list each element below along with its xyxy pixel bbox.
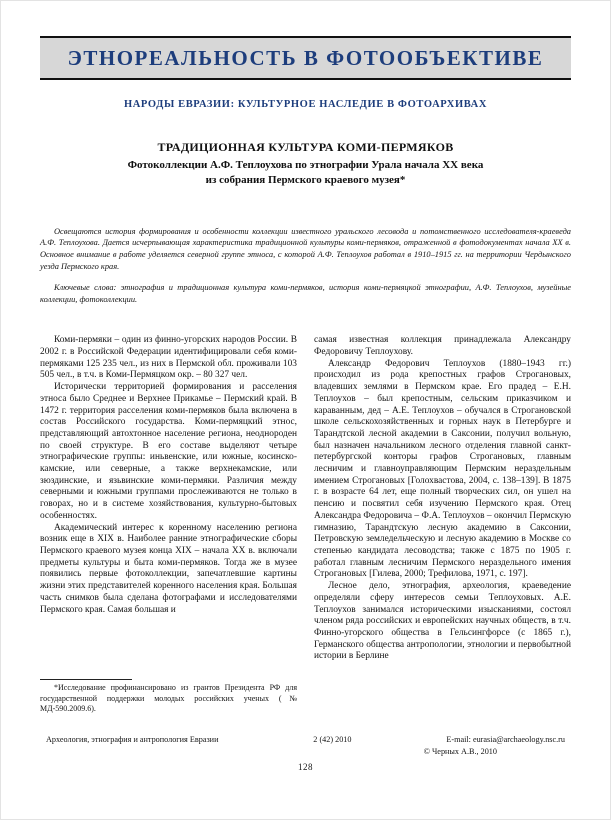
right-column	[314, 335, 571, 663]
paragraph: Академический интерес к коренному населению региона возник еще в XIX в. Наиболее ранние этнографические сборы Пермского краевого музея конца XIX – начала XX в. включали предметы культуры и быта коми-пермяков. Тогда же в музее появились первые фотоколлекции, запечатлевшие картины жизни этих представителей коренного населения края. Большая часть снимков была сделана фотографами и исследователями Пермского края. Самая большая и	[40, 522, 297, 615]
article-subtitle	[40, 158, 571, 188]
footer-issue: 2 (42) 2010	[313, 734, 352, 744]
footer-journal: Археология, этнография и антропология Евразии	[46, 734, 219, 744]
left-column	[40, 335, 297, 663]
article-title-block	[40, 140, 571, 188]
paragraph: самая известная коллекция принадлежала Александру Федоровичу Теплоухову.	[314, 335, 571, 358]
paragraph: Александр Федорович Теплоухов (1880–1943 гг.) происходил из рода крепостных графов Строгановых, владевших землями в Пермском крае. Его прадед – Е.Н. Теплоухов – был крепостным, сельским приказчиком и караванным, дед – А.Е. Теплоухов – обучался в Строгановской школе сельскохозяйственных и горных наук в Петербурге и Тарандтской лесной академии в Саксонии, получил вольную, был назначен начальником лесного отделения главной санкт-петербургской конторы графов Строгановых, главным лесничим и главноуправляющим Пермским нераздельным имением Строгановых [Голохвастова, 2004, с. 138–139]. В 1875 г. в возрасте 64 лет, еще полный творческих сил, он ушел на пенсию и посвятил себя изучению Пермского края. Отец Александра Федоровича – Ф.А. Теплоухов – окончил Пермскую гимназию, Тарандтскую лесную академию в Саксонии, Петровскую земледельческую и лесную академию в Москве со степенью кандидата лесоводства; также с 1875 по 1905 г. работал главным лесничим Пермского нераздельного имения Строгановых [Гилева, 2000; Трефилова, 1971, с. 197].	[314, 358, 571, 580]
footnote-text: *Исследование профинансировано из грантов Президента РФ для государственной поддержки молодых российских ученых (№ МД-590.2009.6).	[40, 683, 297, 714]
footer-copyright: © Черных А.В., 2010	[423, 746, 497, 756]
article-title: ТРАДИЦИОННАЯ КУЛЬТУРА КОМИ-ПЕРМЯКОВ	[157, 140, 454, 155]
abstract	[40, 226, 571, 272]
footer	[40, 735, 571, 744]
keywords: Ключевые слова: этнография и традиционная культура коми-пермяков, история коми-пермяцкой этнографии, А.Ф. Теплоухов, музейные коллекции, фотоколлекции.	[40, 283, 571, 304]
footnote-block	[40, 679, 297, 715]
paragraph: Коми-пермяки – один из финно-угорских народов России. В 2002 г. в Российской Федерации идентифицировали себя коми-пермяками 125 235 чел., из них в Пермской обл. проживали 103 505 чел., в т.ч. в Коми-Пермяцком окр. – 80 327 чел.	[40, 335, 297, 381]
banner-title: ЭТНОРЕАЛЬНОСТЬ В ФОТООБЪЕКТИВЕ	[67, 46, 544, 70]
body-columns	[40, 335, 571, 663]
paragraph: Лесное дело, этнография, археология, краеведение определяли сферу интересов семьи Теплоуховых. А.Е. Теплоухов занимался историческими изысканиями, состоял членом ряда российских и европейских научных обществ, в т.ч. Финно-угорского общества в Гельсингфорсе (с 1865 г.), Германского общества антропологии, этнологии и первобытной истории в Берлине	[314, 581, 571, 662]
footnote-rule	[40, 679, 132, 680]
abstract-text: Освещаются история формирования и особенности коллекции известного уральского лесовода и потомственного исследователя-краеведа А.Ф. Теплоухова. Дается исчерпывающая характеристика традиционной культуры коми-пермяков, отраженной в фотодокументах начала XX в. Основное внимание в работе уделяется северной группе этноса, с которой А.Ф. Теплоухов работал в 1910–1915 гг. на территории Чердынского уезда Пермского края.	[40, 226, 571, 271]
section-subtitle: НАРОДЫ ЕВРАЗИИ: КУЛЬТУРНОЕ НАСЛЕДИЕ В ФОТОАРХИВАХ	[123, 99, 488, 111]
paragraph: Исторически территорией формирования и расселения этноса было Среднее и Верхнее Прикамье – Пермский край. В 1472 г. территория расселения коми-пермяков была включена в состав Российского государства. Коми-пермяцкий этнос, представляющий автохтонное население региона, неоднороден по своей структуре. В его составе выделяют четыре этнографические группы: иньвенские, или южные, косинско-камские, или северные, а также верхнекамские, или зюздинские, и язьвинские коми-пермяки. Различия между северными и южными группами прослеживаются не только в говорах, но и в системе хозяйствования, культурно-бытовых особенностях.	[40, 382, 297, 521]
footer-email: E-mail: eurasia@archaeology.nsc.ru	[446, 734, 565, 744]
article-subtitle-line2: из собрания Пермского краевого музея*	[205, 173, 406, 186]
article-subtitle-line1: Фотоколлекции А.Ф. Теплоухова по этнографии Урала начала XX века	[127, 159, 484, 172]
header-banner	[40, 36, 571, 80]
page-number: 128	[298, 761, 313, 772]
